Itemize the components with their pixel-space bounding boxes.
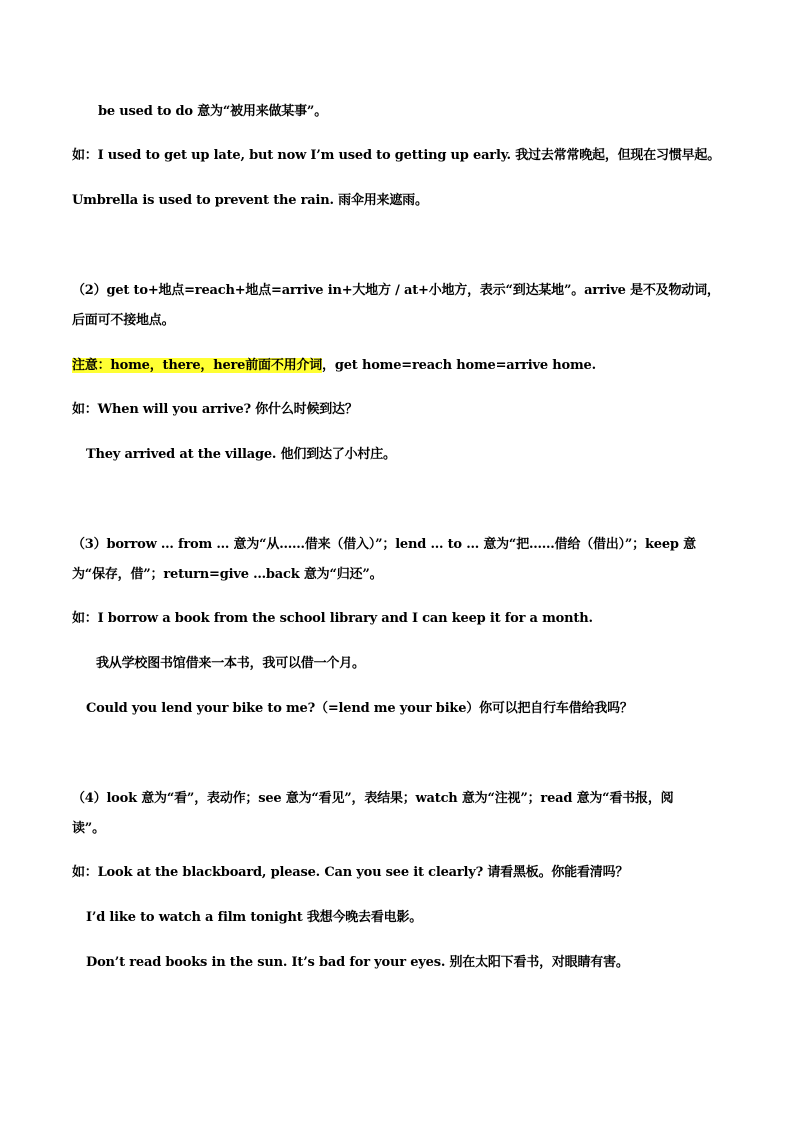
- section3-example1-cn: 我从学校图书馆借来一本书，我可以借一个月。: [96, 656, 365, 671]
- section4-example2: I’d like to watch a film tonight 我想今晚去看电影。: [86, 910, 423, 925]
- section1-example1: 如：I used to get up late, but now I’m used to getting up early. 我过去常常晚起，但现在习惯早起。: [72, 148, 721, 163]
- section2-example2: They arrived at the village. 他们到达了小村庄。: [86, 447, 396, 462]
- note-highlight: 注意：home，there，here前面不用介词: [72, 358, 323, 373]
- section2-line2: 后面可不接地点。: [72, 313, 175, 328]
- section3-line1: （3）borrow … from … 意为“从……借来（借入）”；lend … to … 意为“把……借给（借出）”；keep 意: [72, 537, 696, 552]
- section4-line1: （4）look 意为“看”，表动作；see 意为“看见”，表结果；watch 意为“注视”；read 意为“看书报，阅: [72, 791, 674, 806]
- section2-line1: （2）get to+地点=reach+地点=arrive in+大地方 / at+小地方，表示“到达某地”。arrive 是不及物动词，: [72, 283, 720, 298]
- section4-line2: 读”。: [72, 821, 105, 836]
- section3-line2: 为“保存，借”；return=give …back 意为“归还”。: [72, 567, 383, 582]
- section4-example1: 如：Look at the blackboard, please. Can you see it clearly? 请看黑板。你能看清吗？: [72, 865, 629, 880]
- section3-example2: Could you lend your bike to me?（=lend me your bike）你可以把自行车借给我吗？: [86, 701, 633, 716]
- section1-example2: Umbrella is used to prevent the rain. 雨伞用来遮雨。: [72, 193, 428, 208]
- note-rest: ，get home=reach home=arrive home.: [322, 358, 596, 373]
- section3-example1: 如：I borrow a book from the school library and I can keep it for a month.: [72, 611, 593, 626]
- section4-example3: Don’t read books in the sun. It’s bad for your eyes. 别在太阳下看书，对眼睛有害。: [86, 955, 629, 970]
- section2-note: [72, 357, 596, 375]
- section1-line1: be used to do 意为“被用来做某事”。: [98, 104, 327, 119]
- section2-example1: 如：When will you arrive? 你什么时候到达？: [72, 402, 358, 417]
